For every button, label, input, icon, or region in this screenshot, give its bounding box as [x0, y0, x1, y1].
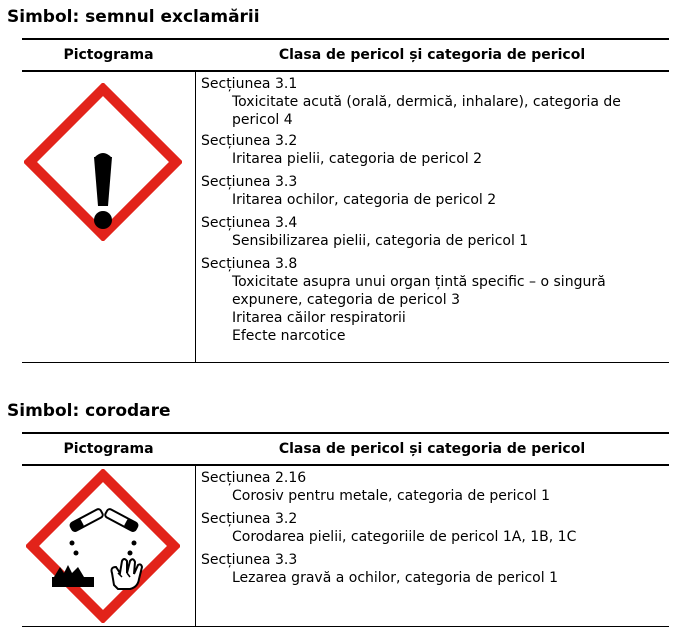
hazard-table-corrosion: [22, 432, 669, 632]
hazard-text: Iritarea pielii, categoria de pericol 2: [232, 151, 483, 167]
list-item: [201, 255, 661, 345]
hazard-class-list: [201, 75, 661, 345]
hazard-text: Toxicitate asupra unui organ țintă specific – o singură: [232, 274, 606, 290]
section-label: Secțiunea 3.2: [201, 511, 298, 527]
section-title-corrosion: Simbol: corodare: [7, 401, 171, 421]
section-title-exclamation: Simbol: semnul exclamării: [7, 7, 260, 27]
list-item: [201, 173, 661, 209]
hazard-text: expunere, categoria de pericol 3: [232, 292, 460, 308]
list-item: [201, 214, 661, 250]
section-label: Secțiunea 3.3: [201, 552, 298, 568]
list-item: [201, 75, 661, 129]
column-divider: [195, 72, 196, 362]
hazard-text: Corosiv pentru metale, categoria de pericol 1: [232, 488, 551, 504]
header-pictogram: Pictograma: [63, 47, 154, 63]
list-item: [201, 132, 661, 168]
hazard-text: Iritarea ochilor, categoria de pericol 2: [232, 192, 497, 208]
hazard-text: Sensibilizarea pielii, categoria de pericol 1: [232, 233, 529, 249]
list-item: [201, 551, 661, 587]
section-label: Secțiunea 3.8: [201, 256, 298, 272]
hazard-table-exclamation: [22, 38, 669, 364]
corrosion-pictogram-icon: [26, 469, 180, 623]
section-label: Secțiunea 3.1: [201, 76, 298, 92]
header-pictogram: Pictograma: [63, 441, 154, 457]
hazard-text: Efecte narcotice: [232, 328, 346, 344]
table-header: [22, 432, 669, 466]
section-label: Secțiunea 3.4: [201, 215, 298, 231]
list-item: [201, 510, 661, 546]
hazard-text: Toxicitate acută (orală, dermică, inhalare), categoria de: [232, 94, 621, 110]
hazard-text: pericol 4: [232, 112, 293, 128]
header-hazard-class: Clasa de pericol și categoria de pericol: [278, 47, 586, 63]
column-divider: [195, 466, 196, 626]
table-header: [22, 38, 669, 72]
section-label: Secțiunea 3.2: [201, 133, 298, 149]
hazard-text: Lezarea gravă a ochilor, categoria de pericol 1: [232, 570, 558, 586]
table-bottom-rule: [22, 626, 669, 627]
hazard-class-list: [201, 469, 661, 587]
exclamation-mark-pictogram-icon: [24, 83, 182, 241]
table-bottom-rule: [22, 362, 669, 363]
hazard-text: Corodarea pielii, categoriile de pericol 1A, 1B, 1C: [232, 529, 577, 545]
section-label: Secțiunea 2.16: [201, 470, 307, 486]
hazard-text: Iritarea căilor respiratorii: [232, 310, 406, 326]
header-hazard-class: Clasa de pericol și categoria de pericol: [278, 441, 586, 457]
section-label: Secțiunea 3.3: [201, 174, 298, 190]
list-item: [201, 469, 661, 505]
